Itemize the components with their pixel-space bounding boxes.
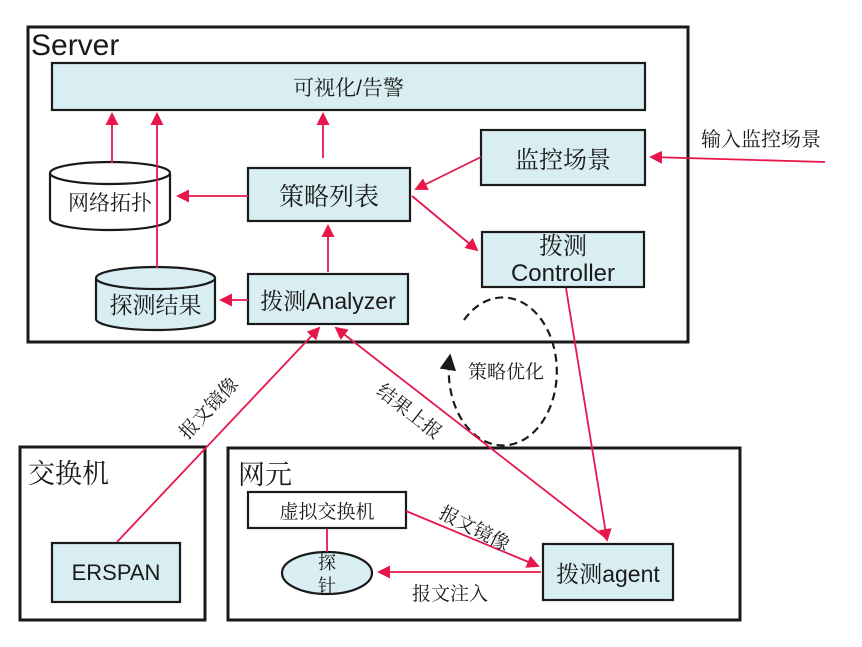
visualization-label: 可视化/告警: [293, 76, 404, 100]
topology-label: 网络拓扑: [68, 192, 152, 215]
policy-optimize-label: 策略优化: [468, 362, 545, 383]
probe-label-line1: 探: [318, 553, 336, 573]
controller-label: [482, 233, 644, 287]
result-report-label: 结果上报: [372, 380, 446, 444]
monitor-scene-label: 监控场景: [515, 147, 611, 174]
analyzer-label: 拨测Analyzer: [260, 287, 396, 314]
controller-label-line1: 拨测: [539, 233, 587, 260]
probe-results-label: 探测结果: [109, 292, 202, 318]
vswitch-label: 虚拟交换机: [279, 501, 375, 523]
network-element-title: 网元: [238, 460, 292, 490]
erspan-label: ERSPAN: [71, 559, 161, 585]
packet-inject-label: 报文注入: [412, 584, 489, 605]
switch-title: 交换机: [28, 459, 109, 489]
packet-mirror-switch-label: 报文镜像: [175, 373, 244, 444]
packet-mirror-ne-label: 报文镜像: [435, 502, 513, 556]
agent-label: 拨测agent: [556, 560, 660, 587]
probe-label: [283, 552, 371, 598]
probe-label-line2: 针: [318, 576, 336, 596]
server-title: Server: [31, 29, 120, 62]
input-scene-label: 输入监控场景: [701, 129, 821, 151]
policy-list-label: 策略列表: [278, 182, 379, 211]
controller-label-line2: Controller: [510, 260, 616, 287]
